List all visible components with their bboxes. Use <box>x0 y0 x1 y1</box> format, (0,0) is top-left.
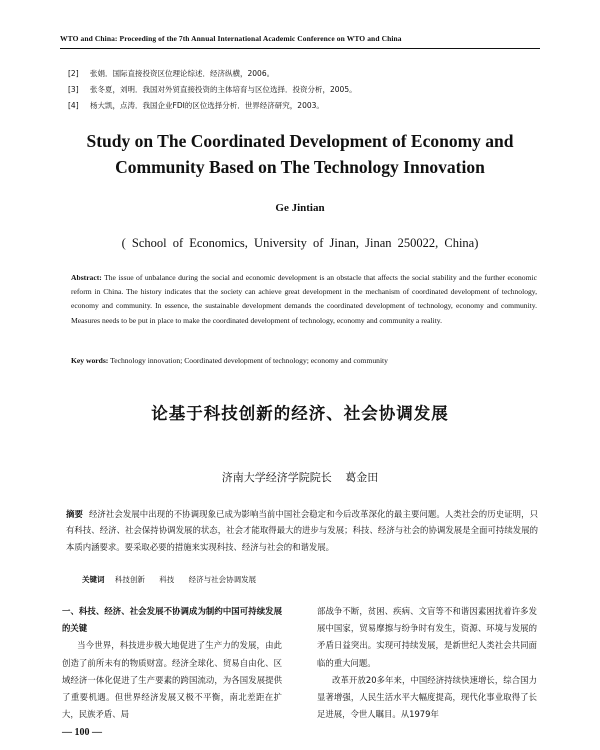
reference-item <box>68 66 538 82</box>
chinese-abstract-label: 摘要 <box>66 509 83 519</box>
reference-item <box>68 98 538 114</box>
chinese-abstract <box>66 506 538 555</box>
english-abstract-text: The issue of unbalance during the social and economic development is an obstacle that affects the social stability and the further economic reform in China. The history indicates that the society can achieve great development in the mechanism of coordinated development of technology, economy and community. In essence, the sustainable development demands the coordinated development of technology, economy and community. Measures needs to be put in place to make the coordinated development of technology, economy and community a reality. <box>71 273 537 325</box>
reference-text: 张冬夏，刘明．我国对外贸直接投资的主体培育与区位选择．投资分析，2005。 <box>90 85 357 94</box>
english-author: Ge Jintian <box>275 202 325 214</box>
reference-text: 杨大凯，点涛．我国企业FDI的区位选择分析．世界经济研究，2003。 <box>90 101 324 110</box>
body-column-right <box>317 603 537 723</box>
reference-list <box>68 66 538 114</box>
section-heading: 一、科技、经济、社会发展不协调成为制约中国可持续发展的关键 <box>62 606 282 634</box>
chinese-keyword: 科技创新 <box>114 575 145 584</box>
reference-text: 张娟．国际直接投资区位理论综述．经济纵横，2006。 <box>90 69 275 78</box>
chinese-author-name: 葛金田 <box>345 471 379 484</box>
chinese-author-affiliation: 济南大学经济学院院长 <box>221 471 332 484</box>
english-keywords-label: Key words: <box>71 356 109 365</box>
english-title <box>60 128 540 180</box>
body-paragraph: 部战争不断，贫困、疾病、文盲等不和谐因素困扰着许多发展中国家，贸易摩擦与纷争时有发生，资源、环境与发展的矛盾日益突出。实现可持续发展，是新世纪人类社会共同面临的重大问题。 <box>317 606 537 668</box>
english-title-line-1: Study on The Coordinated Development of Economy and <box>86 131 514 151</box>
body-paragraph: 改革开放20多年来，中国经济持续快速增长，综合国力显著增强，人民生活水平大幅度提高，现代化事业取得了长足进展，令世人瞩目。从1979年 <box>317 674 537 720</box>
body-paragraph: 当今世界，科技进步极大地促进了生产力的发展，由此创造了前所未有的物质财富。经济全球化、贸易自由化、区域经济一体化促进了生产要素的跨国流动，为各国发展提供了重要机遇。但世界经济发展又极不平衡，南北差距在扩大，民族矛盾、局 <box>62 640 282 720</box>
english-keywords <box>71 356 537 365</box>
header-rule <box>60 48 540 49</box>
english-affiliation: ( School of Economics, University of Jinan, Jinan 250022, China) <box>121 236 479 250</box>
chinese-keywords <box>82 574 538 585</box>
reference-number: [2] <box>68 69 79 78</box>
body-column-left <box>62 603 282 723</box>
page-number: — 100 — <box>62 727 102 738</box>
reference-item <box>68 82 538 98</box>
chinese-keywords-label: 关键词 <box>82 575 105 584</box>
chinese-keyword: 科技 <box>159 575 175 584</box>
english-title-line-2: Community Based on The Technology Innovation <box>115 157 485 177</box>
chinese-abstract-text: 经济社会发展中出现的不协调现象已成为影响当前中国社会稳定和今后改革深化的最主要问题。人类社会的历史证明，只有科技、经济、社会保持协调发展的状态，社会才能取得最大的进步与发展；科技、经济与社会的协调发展是全面可持续发展的本质内涵要求。要采取必要的措施来实现科技、经济与社会的和谐发展。 <box>66 509 538 552</box>
chinese-title: 论基于科技创新的经济、社会协调发展 <box>151 404 449 423</box>
reference-number: [4] <box>68 101 79 110</box>
running-header: WTO and China: Proceeding of the 7th Annual International Academic Conference on WTO and China <box>60 34 402 43</box>
chinese-keyword: 经济与社会协调发展 <box>188 575 257 584</box>
english-abstract-label: Abstract: <box>71 273 102 282</box>
chinese-author <box>60 469 540 485</box>
english-abstract <box>71 271 537 328</box>
reference-number: [3] <box>68 85 79 94</box>
english-keywords-text: Technology innovation; Coordinated development of technology; economy and community <box>110 356 388 365</box>
